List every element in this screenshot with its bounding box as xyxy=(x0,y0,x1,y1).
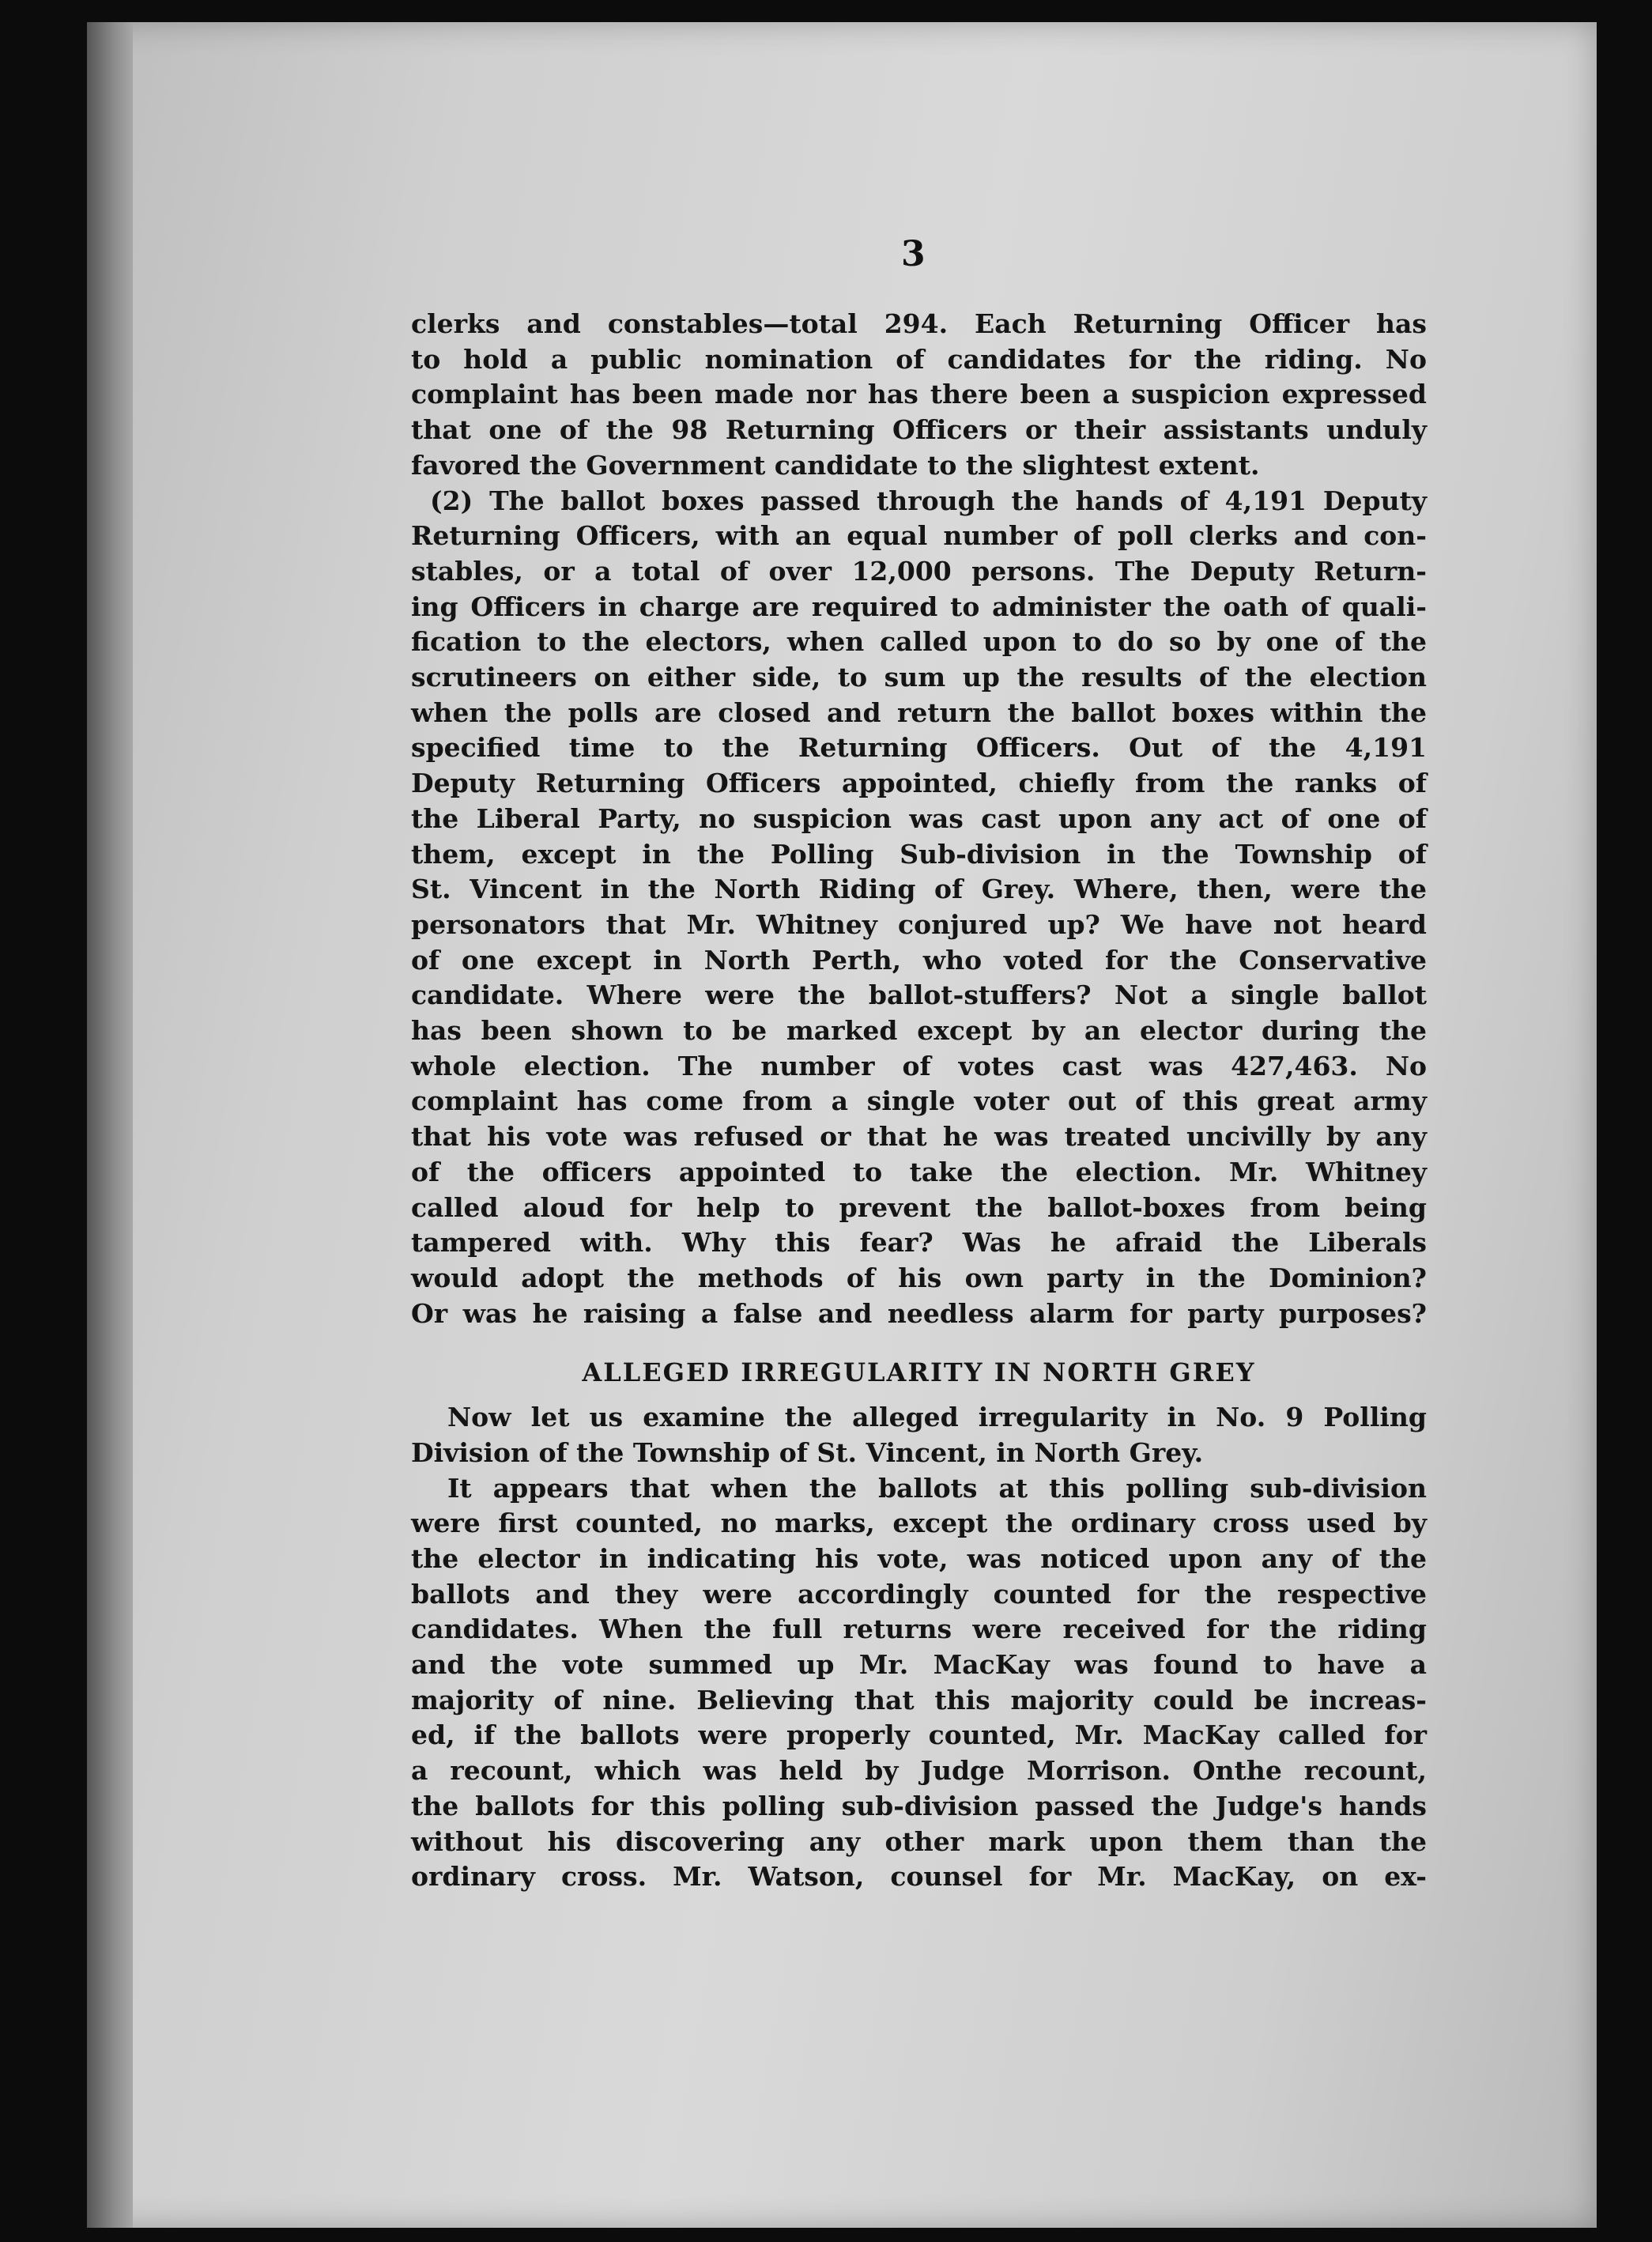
text-line: and the vote summed up Mr. MacKay was found to have a xyxy=(411,1649,1427,1681)
text-line: ballots and they were accordingly counted for the respective xyxy=(411,1578,1427,1610)
body-text xyxy=(411,307,1427,1895)
text-line: would adopt the methods of his own party in the Dominion? xyxy=(411,1262,1427,1293)
text-line: stables, or a total of over 12,000 persons. The Deputy Return- xyxy=(411,555,1427,587)
text-line: scrutineers on either side, to sum up the results of the election xyxy=(411,662,1427,693)
text-line: Or was he raising a false and needless alarm for party purposes? xyxy=(411,1297,1427,1329)
section-heading: ALLEGED IRREGULARITY IN NORTH GREY xyxy=(582,1357,1256,1388)
text-line: has been shown to be marked except by an elector during the xyxy=(411,1015,1427,1047)
text-line: Division of the Township of St. Vincent, in North Grey. xyxy=(411,1436,1204,1468)
text-line: a recount, which was held by Judge Morrison. Onthe recount, xyxy=(411,1755,1427,1787)
text-line: candidates. When the full returns were received for the riding xyxy=(411,1614,1427,1645)
text-line: ordinary cross. Mr. Watson, counsel for Mr. MacKay, on ex- xyxy=(411,1861,1427,1893)
binding-margin xyxy=(87,22,133,2228)
text-line: called aloud for help to prevent the ballot-boxes from being xyxy=(411,1191,1427,1223)
text-line: that one of the 98 Returning Officers or their assistants unduly xyxy=(411,414,1427,446)
text-line: without his discovering any other mark upon them than the xyxy=(411,1825,1427,1857)
text-line: (2) The ballot boxes passed through the hands of 4,191 Deputy xyxy=(430,485,1427,516)
text-line: candidate. Where were the ballot-stuffers? Not a single ballot xyxy=(411,979,1427,1011)
text-line: ed, if the ballots were properly counted, Mr. MacKay called for xyxy=(411,1719,1427,1751)
text-line: ing Officers in charge are required to administer the oath of quali- xyxy=(411,591,1427,622)
text-line: them, except in the Polling Sub-division in the Township of xyxy=(411,838,1427,870)
text-line: were first counted, no marks, except the ordinary cross used by xyxy=(411,1508,1427,1539)
text-line: personators that Mr. Whitney conjured up? We have not heard xyxy=(411,908,1427,940)
text-line: Returning Officers, with an equal number of poll clerks and con- xyxy=(411,520,1427,552)
page-number: 3 xyxy=(901,234,926,274)
text-line: It appears that when the ballots at this polling sub-division xyxy=(447,1472,1427,1504)
text-line: of the officers appointed to take the election. Mr. Whitney xyxy=(411,1156,1427,1187)
text-line: majority of nine. Believing that this majority could be increas- xyxy=(411,1684,1427,1715)
text-line: Now let us examine the alleged irregularity in No. 9 Polling xyxy=(447,1402,1427,1433)
text-line: specified time to the Returning Officers. Out of the 4,191 xyxy=(411,732,1427,764)
text-line: the Liberal Party, no suspicion was cast upon any act of one of xyxy=(411,802,1427,834)
document-page xyxy=(87,22,1597,2228)
text-line: favored the Government candidate to the slightest extent. xyxy=(411,449,1260,481)
text-line: whole election. The number of votes cast was 427,463. No xyxy=(411,1050,1427,1081)
text-line: fication to the electors, when called upon to do so by one of the xyxy=(411,626,1427,658)
text-line: to hold a public nomination of candidates for the riding. No xyxy=(411,343,1427,375)
text-line: tampered with. Why this fear? Was he afraid the Liberals xyxy=(411,1227,1427,1259)
text-line: of one except in North Perth, who voted for the Conservative xyxy=(411,944,1427,976)
text-line: Deputy Returning Officers appointed, chiefly from the ranks of xyxy=(411,768,1427,799)
text-line: complaint has come from a single voter out of this great army xyxy=(411,1085,1427,1117)
text-line: St. Vincent in the North Riding of Grey. Where, then, were the xyxy=(411,874,1427,905)
text-line: complaint has been made nor has there been a suspicion expressed xyxy=(411,379,1427,410)
text-line: the elector in indicating his vote, was noticed upon any of the xyxy=(411,1542,1427,1574)
text-line: clerks and constables—total 294. Each Returning Officer has xyxy=(411,308,1427,339)
text-line: that his vote was refused or that he was treated uncivilly by any xyxy=(411,1121,1427,1153)
text-line: when the polls are closed and return the ballot boxes within the xyxy=(411,696,1427,728)
text-line: the ballots for this polling sub-division passed the Judge's hands xyxy=(411,1790,1427,1821)
